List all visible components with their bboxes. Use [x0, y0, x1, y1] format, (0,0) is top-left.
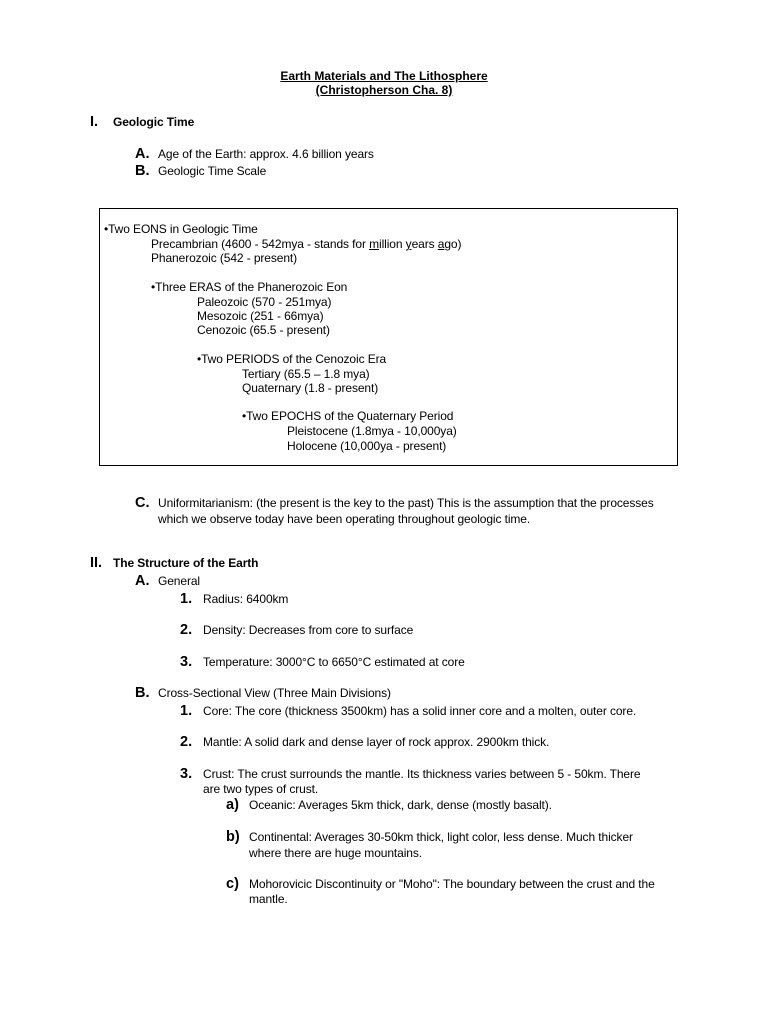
moho-line1: Mohorovicic Discontinuity or "Moho": The boundary between the crust and the	[249, 877, 655, 891]
core-text: Core: The core (thickness 3500km) has a solid inner core and a molten, outer core.	[203, 704, 637, 718]
item-1c-marker: C.	[135, 495, 150, 511]
section-1-marker: I.	[90, 114, 99, 130]
continental-line2: where there are huge mountains.	[249, 846, 423, 860]
precambrian-line	[151, 237, 461, 252]
item-1b-marker: B.	[135, 163, 150, 179]
item-1c-line1: Uniformitarianism: (the present is the key to the past) This is the assumption that the processes	[158, 496, 654, 510]
item-2b-marker: B.	[135, 685, 150, 701]
document-title: Earth Materials and The Lithosphere	[280, 69, 488, 83]
continental-line1: Continental: Averages 30-50km thick, light color, less dense. Much thicker	[249, 830, 633, 844]
document-subtitle: (Christopherson Cha. 8)	[315, 83, 453, 97]
division-item-marker: 2.	[180, 734, 193, 750]
pleistocene-line: Pleistocene (1.8mya - 10,000ya)	[287, 424, 457, 438]
precambrian-ears: ears	[411, 237, 438, 251]
eras-heading: •Three ERAS of the Phanerozoic Eon	[151, 280, 348, 294]
radius-text: Radius: 6400km	[203, 592, 289, 606]
phanerozoic-line: Phanerozoic (542 - present)	[151, 251, 298, 265]
item-2a-marker: A.	[135, 573, 150, 589]
general-item-marker: 2.	[180, 622, 193, 638]
general-item-marker: 3.	[180, 654, 193, 670]
precambrian-y: y	[405, 237, 412, 251]
division-item-marker: 3.	[180, 766, 193, 782]
precambrian-illion: illion	[379, 237, 406, 251]
mantle-text: Mantle: A solid dark and dense layer of rock approx. 2900km thick.	[203, 735, 550, 749]
moho-line2: mantle.	[249, 892, 288, 906]
crust-type-marker: c)	[226, 876, 239, 892]
precambrian-text: Precambrian (4600 - 542mya - stands for	[151, 237, 370, 251]
item-2b-text: Cross-Sectional View (Three Main Divisions)	[158, 686, 391, 700]
crust-type-marker: b)	[226, 829, 240, 845]
cenozoic-line: Cenozoic (65.5 - present)	[197, 323, 330, 337]
oceanic-text: Oceanic: Averages 5km thick, dark, dense (mostly basalt).	[249, 798, 552, 812]
division-item-marker: 1.	[180, 703, 193, 719]
section-2-heading: The Structure of the Earth	[113, 556, 259, 570]
precambrian-go: go)	[444, 237, 462, 251]
general-item-marker: 1.	[180, 591, 193, 607]
item-1a-marker: A.	[135, 146, 150, 162]
mesozoic-line: Mesozoic (251 - 66mya)	[197, 309, 324, 323]
precambrian-m: m	[369, 237, 380, 251]
eons-heading: •Two EONS in Geologic Time	[104, 222, 258, 236]
tertiary-line: Tertiary (65.5 – 1.8 mya)	[242, 367, 370, 381]
temperature-text: Temperature: 3000°C to 6650°C estimated at core	[203, 655, 465, 669]
density-text: Density: Decreases from core to surface	[203, 623, 414, 637]
quaternary-line: Quaternary (1.8 - present)	[242, 381, 379, 395]
crust-line1: Crust: The crust surrounds the mantle. Its thickness varies between 5 - 50km. There	[203, 767, 641, 781]
crust-type-marker: a)	[226, 797, 239, 813]
item-1a-text: Age of the Earth: approx. 4.6 billion years	[158, 147, 374, 161]
section-2-marker: II.	[90, 555, 103, 571]
periods-heading: •Two PERIODS of the Cenozoic Era	[197, 352, 387, 366]
paleozoic-line: Paleozoic (570 - 251mya)	[197, 295, 332, 309]
item-2a-text: General	[158, 574, 200, 588]
section-1-heading: Geologic Time	[113, 115, 195, 129]
holocene-line: Holocene (10,000ya - present)	[287, 439, 447, 453]
item-1b-text: Geologic Time Scale	[158, 164, 267, 178]
item-1c-line2: which we observe today have been operating throughout geologic time.	[158, 512, 531, 526]
epochs-heading: •Two EPOCHS of the Quaternary Period	[242, 409, 454, 423]
precambrian-a: a	[437, 237, 445, 251]
crust-line2: are two types of crust.	[203, 782, 319, 796]
